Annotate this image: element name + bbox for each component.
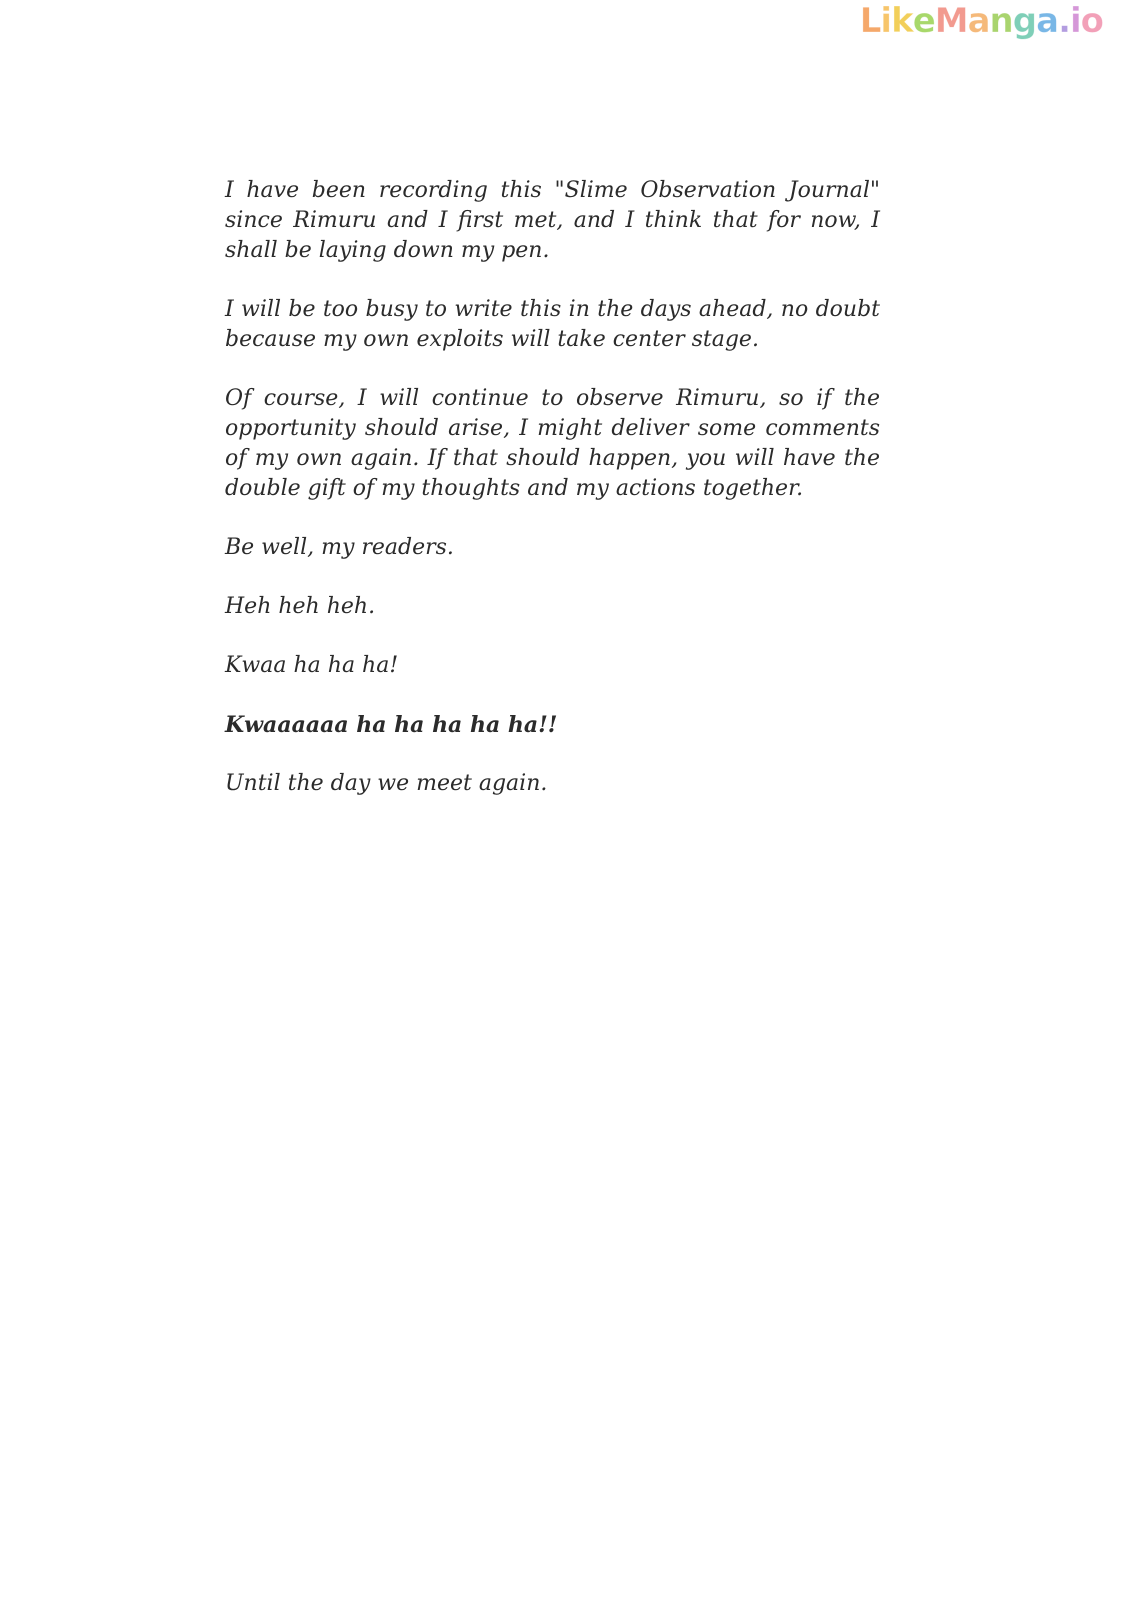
paragraph-8-closing: Until the day we meet again. bbox=[225, 771, 548, 796]
watermark-letter: a bbox=[967, 1, 990, 41]
paragraph-1: I have been recording this "Slime Observation Journal" since Rimuru and I first met, and I think that for now, I shall be laying down my pen. bbox=[225, 178, 880, 263]
watermark-letter: e bbox=[912, 1, 935, 41]
paragraph-2: I will be too busy to write this in the days ahead, no doubt because my own exploits will take center stage. bbox=[225, 297, 880, 352]
watermark-letter: a bbox=[1036, 1, 1059, 41]
paragraph-6: Kwaa ha ha ha! bbox=[225, 653, 399, 678]
watermark-letter: . bbox=[1058, 1, 1070, 41]
watermark-letter: k bbox=[891, 1, 913, 41]
watermark-letter: i bbox=[1069, 1, 1081, 41]
watermark-letter: g bbox=[1012, 1, 1037, 41]
watermark-logo bbox=[859, 1, 1103, 41]
journal-text bbox=[225, 176, 880, 828]
watermark-letter: L bbox=[859, 1, 881, 41]
paragraph-3: Of course, I will continue to observe Rimuru, so if the opportunity should arise, I might deliver some comments of my own again. If that should happen, you will have the double gift of my thoughts and my actions together. bbox=[225, 386, 880, 501]
paragraph-4: Be well, my readers. bbox=[225, 535, 454, 560]
watermark-letter: M bbox=[934, 1, 968, 41]
watermark-letter: n bbox=[989, 1, 1013, 41]
paragraph-7-laugh: Kwaaaaaa ha ha ha ha ha!! bbox=[225, 712, 558, 738]
watermark-letter: i bbox=[880, 1, 892, 41]
paragraph-5: Heh heh heh. bbox=[225, 594, 376, 619]
watermark-letter: o bbox=[1080, 1, 1103, 41]
